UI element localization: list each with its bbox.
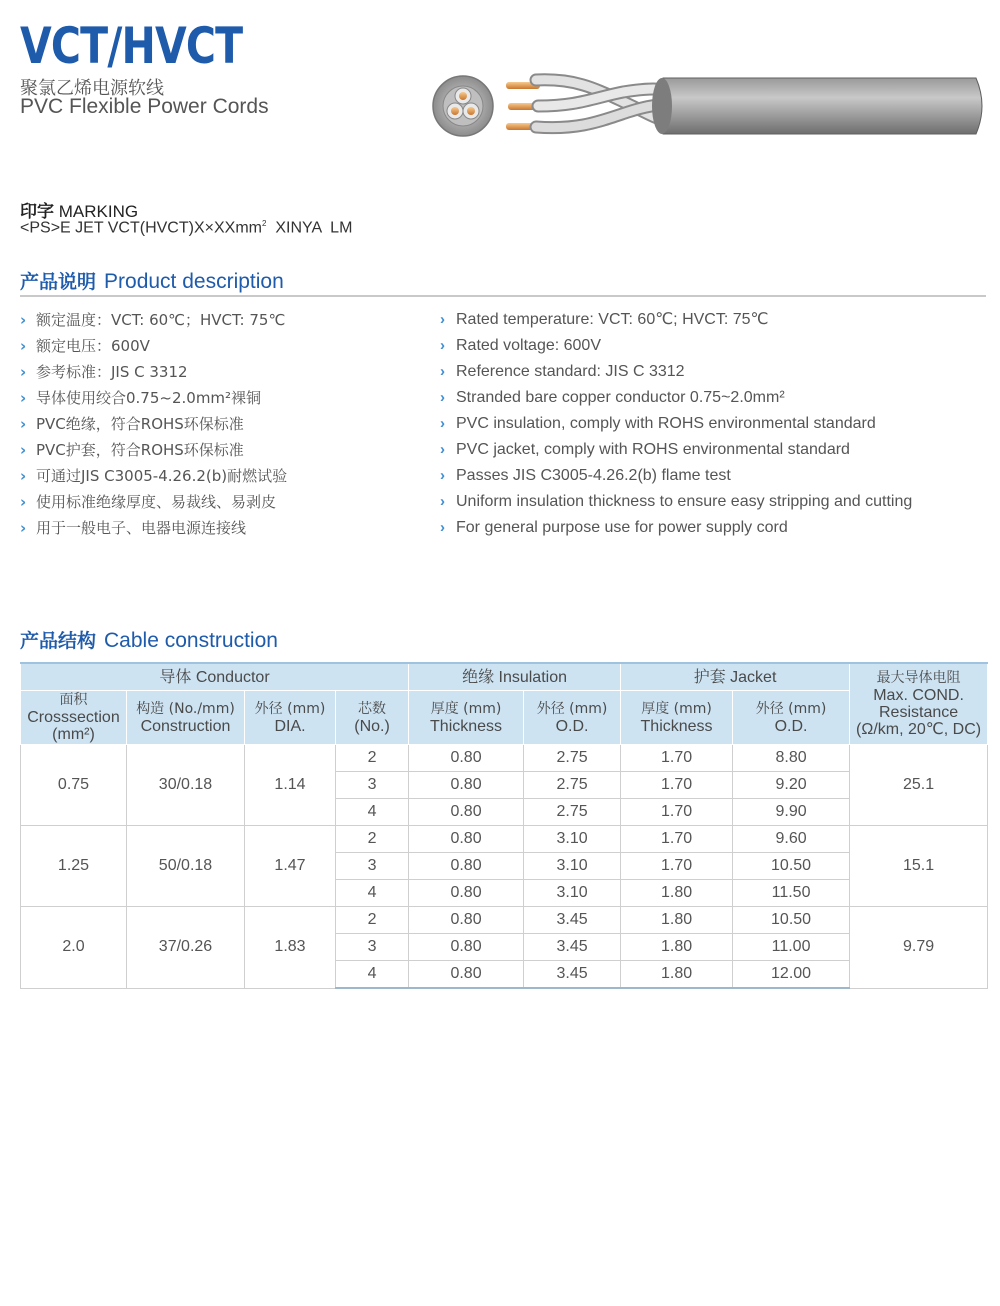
chevron-right-icon: › xyxy=(20,389,27,407)
chevron-right-icon: › xyxy=(440,519,445,536)
chevron-right-icon: › xyxy=(20,363,27,381)
description-item-text: Stranded bare copper conductor 0.75~2.0mm² xyxy=(456,389,785,406)
cell-ins-thickness: 0.80 xyxy=(409,907,524,934)
cell-ins-thickness: 0.80 xyxy=(409,745,524,772)
dia-en: DIA. xyxy=(274,717,306,735)
cell-area: 1.25 xyxy=(21,826,127,907)
chevron-right-icon: › xyxy=(20,519,27,537)
cell-cores: 3 xyxy=(336,772,409,799)
resistance-en2: Resistance xyxy=(878,704,959,721)
chevron-right-icon: › xyxy=(20,493,27,511)
construction-table xyxy=(20,662,988,989)
cell-jk-od: 11.00 xyxy=(733,934,850,961)
description-list-cn xyxy=(20,309,287,543)
header-jacket: 护套 Jacket xyxy=(621,663,850,691)
description-heading-cn: 产品说明 xyxy=(20,271,97,293)
description-item xyxy=(20,361,287,387)
resistance-en3: (Ω/km, 20℃, DC) xyxy=(856,721,982,738)
description-item-text: 导体使用绞合0.75~2.0mm²裸铜 xyxy=(36,389,262,407)
chevron-right-icon: › xyxy=(20,311,27,329)
description-item-text: Rated temperature: VCT: 60℃; HVCT: 75℃ xyxy=(456,311,769,328)
ins-od-en: O.D. xyxy=(555,717,589,735)
header-dia xyxy=(245,691,336,745)
cell-ins-od: 3.10 xyxy=(524,853,621,880)
cell-resistance: 25.1 xyxy=(850,745,988,826)
description-item-text: 额定温度：VCT: 60℃；HVCT: 75℃ xyxy=(36,311,286,329)
cell-jk-od: 10.50 xyxy=(733,907,850,934)
cell-construction: 37/0.26 xyxy=(127,907,245,989)
ins-od-cn: 外径 (mm) xyxy=(536,700,608,717)
cell-dia: 1.14 xyxy=(245,745,336,826)
cell-ins-od: 2.75 xyxy=(524,799,621,826)
description-item-text: Rated voltage: 600V xyxy=(456,337,601,354)
header-resistance xyxy=(850,663,988,745)
cell-cores: 3 xyxy=(336,853,409,880)
cell-ins-od: 3.10 xyxy=(524,880,621,907)
cell-jk-thickness: 1.80 xyxy=(621,907,733,934)
table-row xyxy=(21,745,988,772)
cell-jk-od: 11.50 xyxy=(733,880,850,907)
product-title: VCT/HVCT xyxy=(20,17,243,75)
cell-ins-thickness: 0.80 xyxy=(409,799,524,826)
resistance-cn: 最大导体电阻 xyxy=(876,670,961,686)
description-heading-en: Product description xyxy=(104,270,284,293)
cell-jk-od: 8.80 xyxy=(733,745,850,772)
chevron-right-icon: › xyxy=(20,415,27,433)
cell-ins-od: 3.45 xyxy=(524,907,621,934)
cell-jk-thickness: 1.70 xyxy=(621,853,733,880)
description-item xyxy=(440,439,912,465)
header-construction xyxy=(127,691,245,745)
cores-en: (No.) xyxy=(354,717,390,735)
area-unit: (mm²) xyxy=(52,726,95,743)
cell-jk-thickness: 1.80 xyxy=(621,961,733,989)
description-item-text: PVC jacket, comply with ROHS environmental standard xyxy=(456,441,850,458)
description-item-text: Reference standard: JIS C 3312 xyxy=(456,363,685,380)
cell-resistance: 9.79 xyxy=(850,907,988,989)
description-item-text: 额定电压：600V xyxy=(36,337,150,355)
cell-cores: 2 xyxy=(336,745,409,772)
construction-heading-cn: 产品结构 xyxy=(20,630,97,652)
area-en: Crosssection xyxy=(27,709,120,726)
description-item xyxy=(20,465,287,491)
header-cores xyxy=(336,691,409,745)
chevron-right-icon: › xyxy=(440,337,445,354)
description-item-text: PVC绝缘，符合ROHS环保标准 xyxy=(36,415,244,433)
cell-ins-od: 2.75 xyxy=(524,745,621,772)
construction-heading-en: Cable construction xyxy=(104,629,278,652)
cell-jk-thickness: 1.70 xyxy=(621,772,733,799)
description-item-text: 可通过JIS C3005-4.26.2(b)耐燃试验 xyxy=(36,467,288,485)
construction-heading xyxy=(20,626,278,653)
chevron-right-icon: › xyxy=(440,389,445,406)
description-item xyxy=(20,309,287,335)
construction-en: Construction xyxy=(140,717,231,735)
chevron-right-icon: › xyxy=(440,415,445,432)
header-jk-od xyxy=(733,691,850,745)
cell-jk-od: 9.90 xyxy=(733,799,850,826)
chevron-right-icon: › xyxy=(20,467,27,485)
ins-thickness-cn: 厚度 (mm) xyxy=(430,700,502,717)
cell-dia: 1.83 xyxy=(245,907,336,989)
description-heading xyxy=(20,267,284,294)
marking-prefix: <PS>E JET VCT(HVCT)X×XXmm xyxy=(20,219,262,237)
description-item xyxy=(20,517,287,543)
cell-jk-od: 9.20 xyxy=(733,772,850,799)
description-item xyxy=(440,335,912,361)
description-item-text: 参考标准：JIS C 3312 xyxy=(36,363,188,381)
cell-ins-thickness: 0.80 xyxy=(409,961,524,989)
cell-cores: 2 xyxy=(336,907,409,934)
cell-jk-od: 9.60 xyxy=(733,826,850,853)
construction-table-body xyxy=(21,745,988,989)
cell-ins-thickness: 0.80 xyxy=(409,853,524,880)
description-item xyxy=(440,413,912,439)
header-jk-thickness xyxy=(621,691,733,745)
description-divider xyxy=(20,295,986,297)
table-row xyxy=(21,907,988,934)
ins-thickness-en: Thickness xyxy=(430,717,503,735)
chevron-right-icon: › xyxy=(440,311,445,328)
description-item xyxy=(20,439,287,465)
description-item xyxy=(440,517,912,543)
description-item xyxy=(440,361,912,387)
cell-jk-od: 10.50 xyxy=(733,853,850,880)
cell-jk-thickness: 1.70 xyxy=(621,799,733,826)
cell-area: 2.0 xyxy=(21,907,127,989)
cell-area: 0.75 xyxy=(21,745,127,826)
jk-thickness-en: Thickness xyxy=(640,717,713,735)
cell-cores: 3 xyxy=(336,934,409,961)
cell-cores: 4 xyxy=(336,961,409,989)
cores-cn: 芯数 xyxy=(358,700,387,717)
description-item-text: Passes JIS C3005-4.26.2(b) flame test xyxy=(456,467,731,484)
description-item-text: Uniform insulation thickness to ensure easy stripping and cutting xyxy=(456,493,913,510)
header-ins-od xyxy=(524,691,621,745)
marking-label-en: MARKING xyxy=(58,202,139,221)
cell-cores: 4 xyxy=(336,880,409,907)
marking-label-cn: 印字 xyxy=(20,202,54,222)
description-item xyxy=(440,387,912,413)
cell-ins-od: 3.45 xyxy=(524,934,621,961)
description-item-text: For general purpose use for power supply cord xyxy=(456,519,788,536)
cell-ins-od: 3.10 xyxy=(524,826,621,853)
cell-ins-thickness: 0.80 xyxy=(409,880,524,907)
header-ins-thickness xyxy=(409,691,524,745)
chevron-right-icon: › xyxy=(20,337,27,355)
chevron-right-icon: › xyxy=(20,441,27,459)
description-item xyxy=(20,491,287,517)
jk-od-cn: 外径 (mm) xyxy=(755,700,827,717)
header-insulation: 绝缘 Insulation xyxy=(409,663,621,691)
marking-suffix: XINYA LM xyxy=(266,219,353,237)
cell-jk-od: 12.00 xyxy=(733,961,850,989)
cell-cores: 4 xyxy=(336,799,409,826)
description-item-text: 用于一般电子、电器电源连接线 xyxy=(36,519,247,537)
description-item xyxy=(440,465,912,491)
header-conductor: 导体 Conductor xyxy=(21,663,409,691)
cell-ins-thickness: 0.80 xyxy=(409,934,524,961)
chevron-right-icon: › xyxy=(440,441,445,458)
cell-construction: 50/0.18 xyxy=(127,826,245,907)
product-subtitle-cn: 聚氯乙烯电源软线 xyxy=(20,78,164,99)
product-subtitle-en: PVC Flexible Power Cords xyxy=(20,95,269,118)
area-cn: 面积 xyxy=(59,692,88,708)
cell-ins-od: 3.45 xyxy=(524,961,621,989)
cell-ins-thickness: 0.80 xyxy=(409,826,524,853)
description-item-text: 使用标准绝缘厚度、易裁线、易剥皮 xyxy=(36,493,277,511)
description-item xyxy=(20,413,287,439)
construction-cn: 构造 (No./mm) xyxy=(136,700,235,717)
description-item xyxy=(20,387,287,413)
description-item xyxy=(20,335,287,361)
cell-ins-od: 2.75 xyxy=(524,772,621,799)
description-item xyxy=(440,491,912,517)
jk-od-en: O.D. xyxy=(774,717,808,735)
cable-illustration xyxy=(428,70,990,142)
cell-dia: 1.47 xyxy=(245,826,336,907)
dia-cn: 外径 (mm) xyxy=(254,700,326,717)
cell-jk-thickness: 1.80 xyxy=(621,934,733,961)
cell-resistance: 15.1 xyxy=(850,826,988,907)
table-row xyxy=(21,826,988,853)
description-item xyxy=(440,309,912,335)
cell-jk-thickness: 1.70 xyxy=(621,826,733,853)
description-list-en xyxy=(440,309,912,543)
cell-construction: 30/0.18 xyxy=(127,745,245,826)
chevron-right-icon: › xyxy=(440,363,445,380)
description-item-text: PVC insulation, comply with ROHS environmental standard xyxy=(456,415,876,432)
chevron-right-icon: › xyxy=(440,493,445,510)
cell-ins-thickness: 0.80 xyxy=(409,772,524,799)
cell-jk-thickness: 1.70 xyxy=(621,745,733,772)
resistance-en1: Max. COND. xyxy=(873,687,964,704)
marking-sup: 2 xyxy=(261,219,267,228)
header-area xyxy=(21,691,127,745)
chevron-right-icon: › xyxy=(440,467,445,484)
marking-text xyxy=(20,219,352,237)
jk-thickness-cn: 厚度 (mm) xyxy=(641,700,712,717)
cell-jk-thickness: 1.80 xyxy=(621,880,733,907)
cell-cores: 2 xyxy=(336,826,409,853)
description-item-text: PVC护套，符合ROHS环保标准 xyxy=(36,441,244,459)
